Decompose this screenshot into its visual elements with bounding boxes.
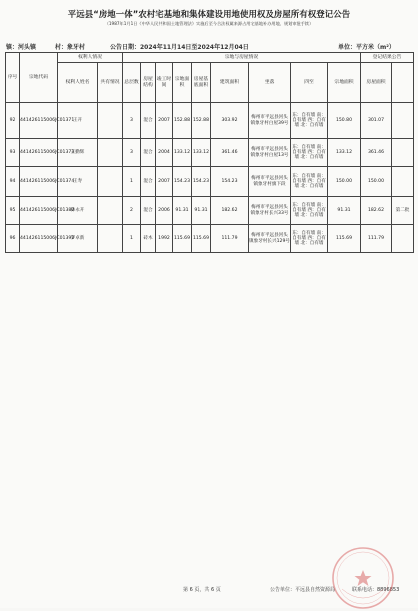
cell-structure: 混合 [141, 103, 156, 139]
header-built: 竣工时间 [156, 63, 173, 103]
cell-owner: 林永开 [58, 197, 98, 225]
footer-phone: 联系电话：8896853 [352, 587, 400, 593]
cell-code: 441426115006JC01392 [20, 225, 58, 253]
table-row [6, 167, 414, 197]
meta-village: 村：象牙村 [55, 44, 86, 51]
cell-owner: 王寿 [58, 167, 98, 197]
cell-code: 441426115006JC01373 [20, 139, 58, 167]
cell-remark [392, 103, 414, 139]
cell-build-area: 182.62 [211, 197, 249, 225]
cell-seq: 96 [6, 225, 20, 253]
cell-built: 2006 [156, 197, 173, 225]
header-build-area: 建筑面积 [211, 63, 249, 103]
cell-seq: 93 [6, 139, 20, 167]
cell-built: 1992 [156, 225, 173, 253]
cell-location: 梅州市平远县河头镇象牙村长兴129号 [249, 225, 291, 253]
cell-code: 441426115006JC01382 [20, 197, 58, 225]
cell-base-area: 152.88 [192, 103, 211, 139]
meta-period: 公告日期：2024年11月14日至2024年12月04日 [110, 44, 249, 51]
footer-publisher: 公告单位：平远县自然资源局 [270, 587, 336, 593]
cell-structure: 砖木 [141, 225, 156, 253]
cell-location: 梅州市平远县河头镇象牙村白屋39号 [249, 103, 291, 139]
header-owner-group: 权利人情况 [58, 53, 123, 63]
cell-result-house: 111.79 [361, 225, 392, 253]
cell-land-area: 115.69 [173, 225, 192, 253]
meta-unit: 单位：平方米（m²） [338, 44, 395, 51]
cell-code: 441426115006JC01374 [20, 167, 58, 197]
cell-boundary: 东：自有墙 南：自有墙 西：自有墙 北：自有墙 [291, 103, 328, 139]
header-base-area: 房屋基底面积 [192, 63, 211, 103]
cell-location: 梅州市平远县河头镇象牙村白屋13号 [249, 139, 291, 167]
cell-result-land: 150.80 [328, 103, 361, 139]
cell-remark [392, 225, 414, 253]
cell-boundary: 东：自有墙 南：自有墙 西：自有墙 北：自有墙 [291, 139, 328, 167]
page-number: 第 6 页，共 6 页 [183, 587, 221, 593]
cell-land-area: 91.31 [173, 197, 192, 225]
cell-code: 441426115006JC01371 [20, 103, 58, 139]
cell-result-land: 115.69 [328, 225, 361, 253]
cell-land-area: 152.88 [173, 103, 192, 139]
table-row [6, 103, 414, 139]
meta-town: 镇：河头镇 [6, 44, 37, 51]
cell-land-area: 133.12 [173, 139, 192, 167]
cell-remark [392, 139, 414, 167]
table-row [6, 197, 414, 225]
header-location: 坐落 [249, 63, 291, 103]
cell-boundary: 东：自有墙 南：自有墙 西：自有墙 北：自有墙 [291, 197, 328, 225]
header-blank [392, 63, 414, 103]
header-seq: 序号 [6, 53, 20, 103]
cell-remark: 第二批 [392, 197, 414, 225]
cell-floors: 3 [123, 139, 141, 167]
cell-result-house: 301.07 [361, 103, 392, 139]
header-result-land: 宗地面积 [328, 63, 361, 103]
cell-result-land: 133.12 [328, 139, 361, 167]
cell-shared [98, 167, 123, 197]
cell-floors: 2 [123, 197, 141, 225]
header-floors: 总层数 [123, 63, 141, 103]
cell-built: 2007 [156, 103, 173, 139]
cell-location: 梅州市平远县河头镇象牙村旗下段 [249, 167, 291, 197]
cell-boundary: 东：自有墙 南：自有墙 西：自有墙 北：自有墙 [291, 167, 328, 197]
cell-boundary: 东：自有墙 南：自有墙 西：自有墙 北：自有墙 [291, 225, 328, 253]
cell-seq: 95 [6, 197, 20, 225]
cell-shared [98, 139, 123, 167]
cell-structure: 混合 [141, 197, 156, 225]
cell-floors: 1 [123, 225, 141, 253]
page-subtitle: （1987年1月1日《中华人民共和国土地管理法》实施后至今合法权属来源占用宅基地补办用地、规划审批手续） [104, 21, 314, 26]
cell-result-house: 361.46 [361, 139, 392, 167]
header-boundary: 四至 [291, 63, 328, 103]
cell-result-house: 150.00 [361, 167, 392, 197]
cell-build-area: 303.92 [211, 103, 249, 139]
header-result-house: 房屋面积 [361, 63, 392, 103]
cell-seq: 94 [6, 167, 20, 197]
cell-location: 梅州市平远县河头镇象牙村长兴33号 [249, 197, 291, 225]
registration-table [5, 52, 414, 253]
cell-structure: 混合 [141, 167, 156, 197]
cell-base-area: 115.69 [192, 225, 211, 253]
header-owner-name: 权利人姓名 [58, 63, 98, 103]
cell-remark [392, 167, 414, 197]
cell-structure: 混合 [141, 139, 156, 167]
cell-result-house: 182.62 [361, 197, 392, 225]
cell-build-area: 361.46 [211, 139, 249, 167]
header-code: 宗地代码 [20, 53, 58, 103]
cell-shared [98, 197, 123, 225]
cell-build-area: 111.79 [211, 225, 249, 253]
cell-seq: 92 [6, 103, 20, 139]
cell-owner: 王开 [58, 103, 98, 139]
cell-floors: 3 [123, 103, 141, 139]
cell-shared [98, 225, 123, 253]
cell-result-land: 150.00 [328, 167, 361, 197]
page-title: 平远县“房地一体”农村宅基地和集体建设用地使用权及房屋所有权登记公告 [67, 9, 351, 19]
cell-owner: 罗卓新 [58, 225, 98, 253]
header-shared: 共有情况 [98, 63, 123, 103]
cell-result-land: 91.31 [328, 197, 361, 225]
cell-floors: 1 [123, 167, 141, 197]
cell-base-area: 154.23 [192, 167, 211, 197]
header-land-area: 宗地面积 [173, 63, 192, 103]
header-structure: 房屋结构 [141, 63, 156, 103]
table-row [6, 225, 414, 253]
cell-shared [98, 103, 123, 139]
cell-build-area: 154.23 [211, 167, 249, 197]
cell-built: 2004 [156, 139, 173, 167]
cell-base-area: 91.31 [192, 197, 211, 225]
cell-owner: 王勤辉 [58, 139, 98, 167]
header-result-group: 登记结果公告 [361, 53, 414, 63]
official-seal [330, 545, 396, 611]
header-land-house: 宗地与房屋情况 [123, 53, 361, 63]
table-row [6, 139, 414, 167]
cell-base-area: 133.12 [192, 139, 211, 167]
cell-built: 2007 [156, 167, 173, 197]
cell-land-area: 154.23 [173, 167, 192, 197]
